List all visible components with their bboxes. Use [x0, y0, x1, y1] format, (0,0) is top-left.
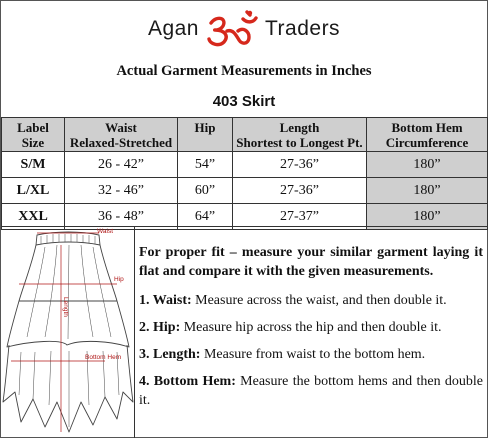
om-symbol-icon — [203, 9, 261, 49]
skirt-drawing — [1, 227, 135, 438]
instruction-item — [139, 345, 483, 364]
header-waist: Waist Relaxed-Stretched — [65, 118, 178, 152]
header-label-size: Label Size — [2, 118, 65, 152]
brand-logo-row — [1, 9, 487, 49]
bottom-section — [1, 226, 487, 437]
model-name: 403 Skirt — [212, 93, 276, 110]
cell-length: 27-37” — [233, 204, 367, 230]
cell-waist: 26 - 42” — [65, 152, 178, 178]
cell-hip: 54” — [178, 152, 233, 178]
hip-label: Hip — [114, 276, 124, 283]
instruction-text: Measure the bottom hems and then double it. — [139, 374, 483, 408]
brand-left-word: Agan — [147, 17, 199, 40]
instruction-term: 3. Length: — [139, 347, 201, 362]
instruction-text: Measure hip across the hip and then double it. — [180, 320, 442, 335]
cell-size: S/M — [2, 152, 65, 178]
cell-hem: 180” — [367, 204, 488, 230]
length-label: Length — [62, 297, 69, 317]
instructions — [139, 243, 483, 418]
instruction-item — [139, 372, 483, 410]
header-length: Length Shortest to Longest Pt. — [233, 118, 367, 152]
cell-size: L/XL — [2, 178, 65, 204]
cell-hip: 64” — [178, 204, 233, 230]
instruction-text: Measure across the waist, and then double it. — [191, 293, 447, 308]
bottom-hem-label: Bottom Hem — [85, 354, 122, 361]
header — [1, 1, 487, 117]
subtitle: Actual Garment Measurements in Inches — [116, 63, 372, 79]
cell-waist: 32 - 46” — [65, 178, 178, 204]
table-row — [2, 178, 488, 204]
cell-length: 27-36” — [233, 178, 367, 204]
instruction-item — [139, 318, 483, 337]
instruction-text: Measure from waist to the bottom hem. — [200, 347, 426, 362]
instruction-item — [139, 291, 483, 310]
table-header-row — [2, 118, 488, 152]
cell-hem: 180” — [367, 178, 488, 204]
instruction-term: 4. Bottom Hem: — [139, 374, 236, 389]
instructions-intro: For proper fit – measure your similar garment laying it flat and compare it with the given measurements. — [139, 245, 483, 279]
header-bottom-hem: Bottom Hem Circumference — [367, 118, 488, 152]
header-hip: Hip — [178, 118, 233, 152]
cell-hem: 180” — [367, 152, 488, 178]
cell-waist: 36 - 48” — [65, 204, 178, 230]
cell-size: XXL — [2, 204, 65, 230]
instruction-term: 2. Hip: — [139, 320, 181, 335]
cell-hip: 60” — [178, 178, 233, 204]
brand-right-word: Traders — [264, 17, 341, 40]
instruction-term: 1. Waist: — [139, 293, 192, 308]
skirt-illustration — [1, 227, 135, 438]
table-row — [2, 152, 488, 178]
waist-label: Waist — [97, 228, 114, 235]
measurement-table — [1, 117, 488, 230]
cell-length: 27-36” — [233, 152, 367, 178]
